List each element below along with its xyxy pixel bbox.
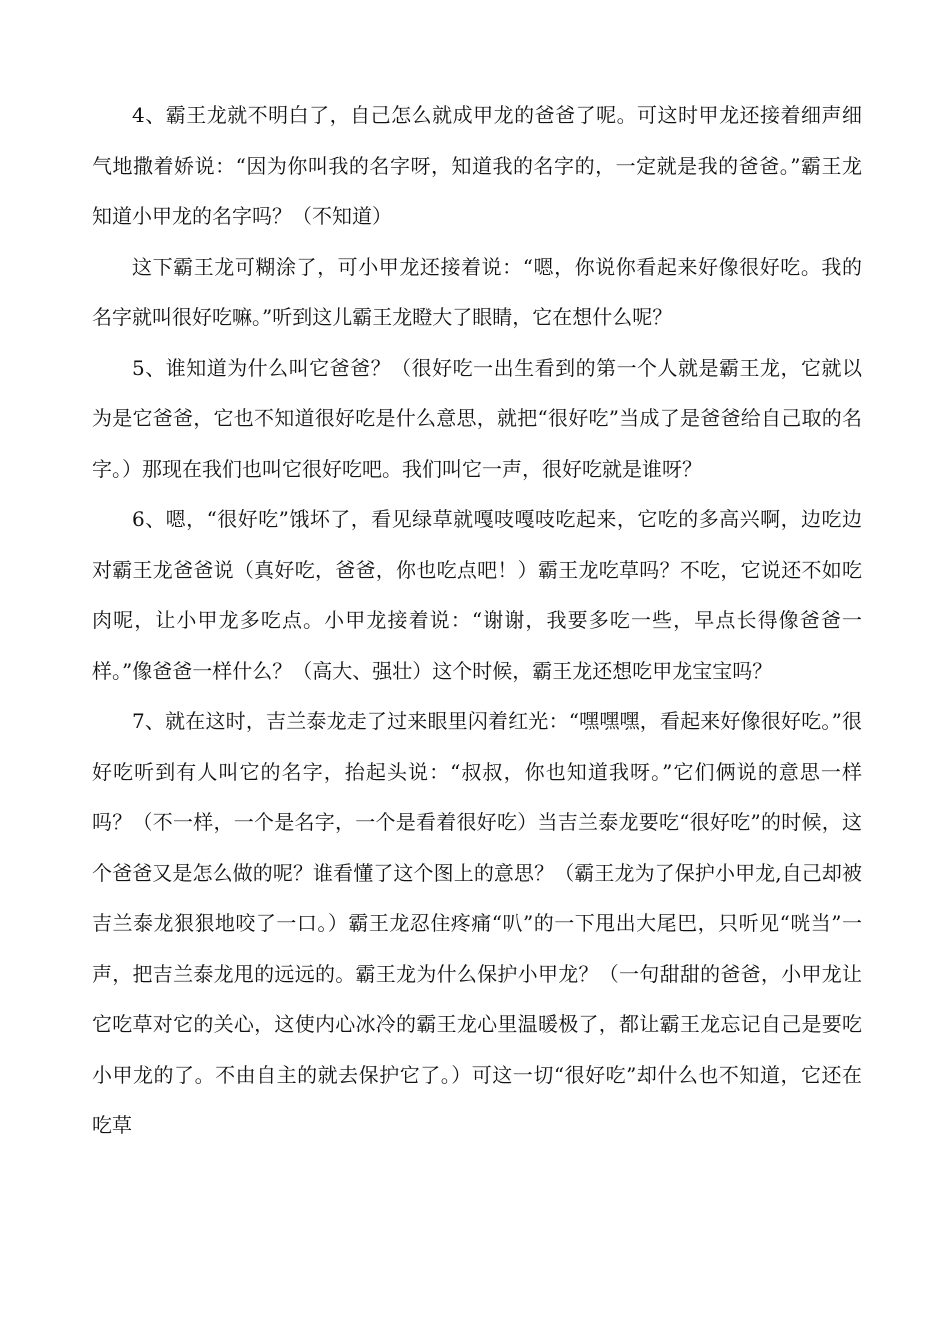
paragraph-4-continued: 这下霸王龙可糊涂了，可小甲龙还接着说：“嗯，你说你看起来好像很好吃。我的名字就叫很好吃嘛。”听到这儿霸王龙瞪大了眼睛，它在想什么呢？ [92,254,862,329]
document-page [92,90,862,1151]
paragraph-4: 4、霸王龙就不明白了，自己怎么就成甲龙的爸爸了呢。可这时甲龙还接着细声细气地撒着娇说：“因为你叫我的名字呀，知道我的名字的，一定就是我的爸爸。”霸王龙知道小甲龙的名字吗？（不知道） [92,103,862,228]
paragraph-7: 7、就在这时，吉兰泰龙走了过来眼里闪着红光：“嘿嘿嘿，看起来好像很好吃。”很好吃听到有人叫它的名字，抬起头说：“叔叔，你也知道我呀。”它们俩说的意思一样吗？（不一样，一个是名字，一个是看着很好吃）当吉兰泰龙要吃“很好吃”的时候，这个爸爸又是怎么做的呢？谁看懂了这个图上的意思？（霸王龙为了保护小甲龙,自己却被吉兰泰龙狠狠地咬了一口。）霸王龙忍住疼痛“叭”的一下甩出大尾巴，只听见“咣当”一声，把吉兰泰龙甩的远远的。霸王龙为什么保护小甲龙？（一句甜甜的爸爸，小甲龙让它吃草对它的关心，这使内心冰冷的霸王龙心里温暖极了，都让霸王龙忘记自己是要吃小甲龙的了。不由自主的就去保护它了。）可这一切“很好吃”却什么也不知道，它还在吃草 [92,709,862,1137]
paragraph-6: 6、嗯，“很好吃”饿坏了，看见绿草就嘎吱嘎吱吃起来，它吃的多高兴啊，边吃边对霸王龙爸爸说（真好吃，爸爸，你也吃点吧！）霸王龙吃草吗？不吃，它说还不如吃肉呢，让小甲龙多吃点。小甲龙接着说：“谢谢，我要多吃一些，早点长得像爸爸一样。”像爸爸一样什么？（高大、强壮）这个时候，霸王龙还想吃甲龙宝宝吗？ [92,507,862,683]
paragraph-5: 5、谁知道为什么叫它爸爸？（很好吃一出生看到的第一个人就是霸王龙，它就以为是它爸爸，它也不知道很好吃是什么意思，就把“很好吃”当成了是爸爸给自己取的名字。）那现在我们也叫它很好吃吧。我们叫它一声，很好吃就是谁呀？ [92,355,862,481]
